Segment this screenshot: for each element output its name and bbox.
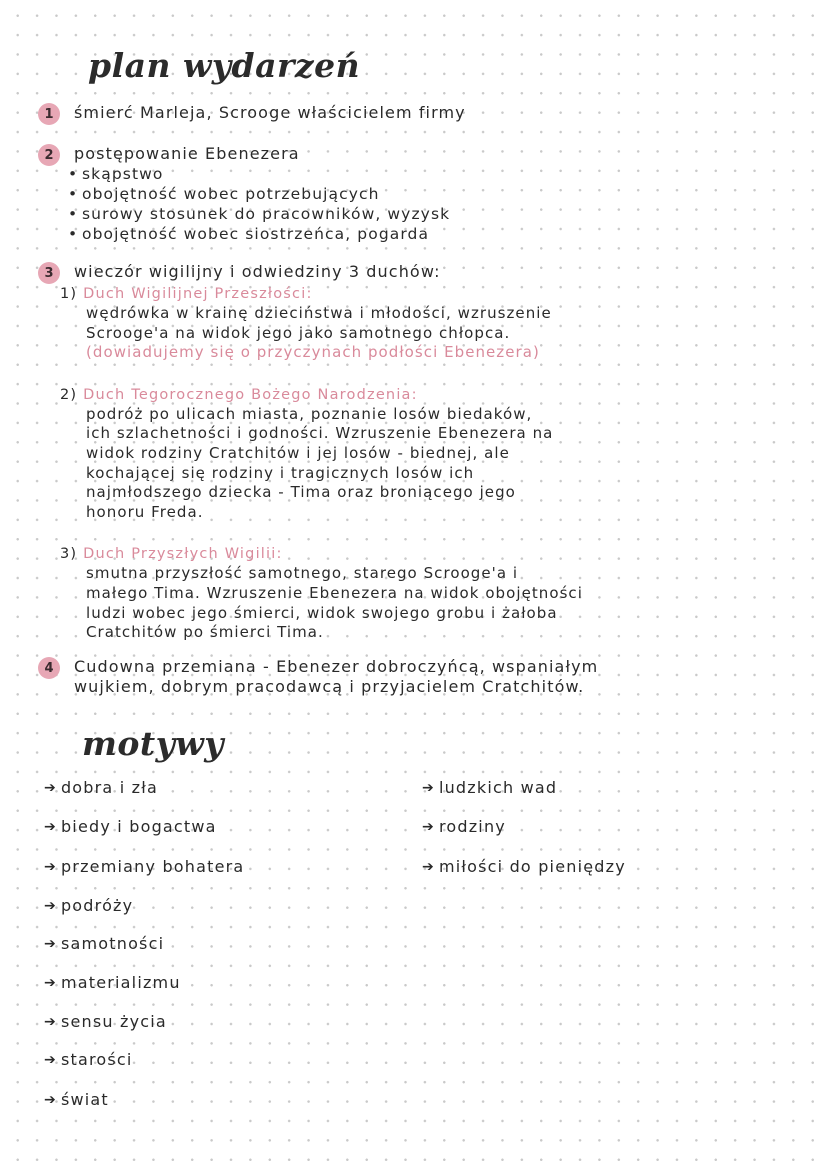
ghost-3 [38,544,788,642]
motif-item: ➔ podróży [44,896,134,915]
text-line: najmłodszego dziecka - Tima oraz broniącego jego [86,483,516,502]
text-line: podróż po ulicach miasta, poznanie losów biedaków, [86,404,533,423]
heading-plan: plan wydarzeń [88,46,361,85]
event-text: postępowanie Ebenezera [74,144,300,163]
event-4 [38,657,788,697]
arrow-icon: ➔ [422,779,435,796]
event-text: wieczór wigilijny i odwiedziny 3 duchów: [74,262,441,281]
motif-item: ➔ przemiany bohatera [44,857,245,876]
ghost-note: (dowiadujemy się o przyczynach podłości Ebenezera) [86,343,540,362]
ghost-number: 2) [60,386,78,403]
text-line: Scrooge'a na widok jego jako samotnego chłopca. [86,323,511,342]
text-line: małego Tima. Wzruszenie Ebenezera na widok obojętności [86,583,583,602]
motif-item: ➔ sensu życia [44,1012,167,1031]
ghost-number: 1) [60,286,78,302]
ghost-title: Duch Przyszłych Wigilii: [83,546,283,563]
ghost-description [60,564,788,642]
motif-item: ➔ ludzkich wad [422,778,558,797]
event-1 [38,103,788,123]
ghost-2 [38,385,788,523]
arrow-icon: ➔ [422,818,435,835]
list-item: • obojętność wobec siostrzeńca, pogarda [68,224,788,244]
event-number-badge: 3 [38,262,60,284]
event-number-badge: 4 [38,657,60,679]
arrow-icon: ➔ [422,858,435,875]
text-line: ludzi wobec jego śmierci, widok swojego grobu i żałoba [86,603,558,622]
event-text: śmierć Marleja, Scrooge właścicielem firmy [74,103,466,122]
event-number-badge: 2 [38,144,60,166]
text-line: kochającej się rodziny i tragicznych losów ich [86,463,475,482]
event-text: wujkiem, dobrym pracodawcą i przyjacielem Cratchitów. [74,677,585,696]
ghost-description [60,405,788,523]
ghost-description [60,304,788,363]
event-text: Cudowna przemiana - Ebenezer dobroczyńcą, wspaniałym [74,657,599,676]
motif-item: ➔ dobra i zła [44,778,158,797]
event-2 [38,144,788,244]
text-line: widok rodziny Cratchitów i jej losów - biednej, ale [86,443,510,462]
text-line: honoru Freda. [86,502,204,521]
list-item: • skąpstwo [68,164,788,184]
list-item: • obojętność wobec potrzebujących [68,184,788,204]
ghost-1 [38,284,788,363]
text-line: Cratchitów po śmierci Tima. [86,623,324,642]
arrow-icon: ➔ [44,974,57,991]
text-line: ich szlachetności i godności. Wzruszenie Ebenezera na [86,424,554,443]
ghost-number: 3) [60,546,78,563]
arrow-icon: ➔ [44,858,57,875]
arrow-icon: ➔ [44,1051,57,1068]
motif-item: ➔ samotności [44,934,165,953]
arrow-icon: ➔ [44,935,57,952]
ghost-title: Duch Wigilijnej Przeszłości: [83,286,313,302]
arrow-icon: ➔ [44,1091,57,1108]
list-item: • surowy stosunek do pracowników, wyzysk [68,204,788,224]
text-line: wędrówka w krainę dzieciństwa i młodości, wzruszenie [86,304,552,322]
motif-item: ➔ rodziny [422,817,506,836]
motif-item: ➔ materializmu [44,973,181,992]
heading-motifs: motywy [82,724,224,763]
arrow-icon: ➔ [44,897,57,914]
bullet-list [38,164,788,244]
motif-item: ➔ biedy i bogactwa [44,817,217,836]
ghost-title: Duch Tegorocznego Bożego Narodzenia: [83,386,418,403]
arrow-icon: ➔ [44,779,57,796]
motif-item: ➔ starości [44,1050,133,1069]
event-3 [38,262,788,643]
text-line: smutna przyszłość samotnego, starego Scrooge'a i [86,564,519,583]
arrow-icon: ➔ [44,1013,57,1030]
arrow-icon: ➔ [44,818,57,835]
motif-item: ➔ miłości do pieniędzy [422,857,626,876]
event-number-badge: 1 [38,103,60,125]
motif-item: ➔ świat [44,1090,109,1109]
